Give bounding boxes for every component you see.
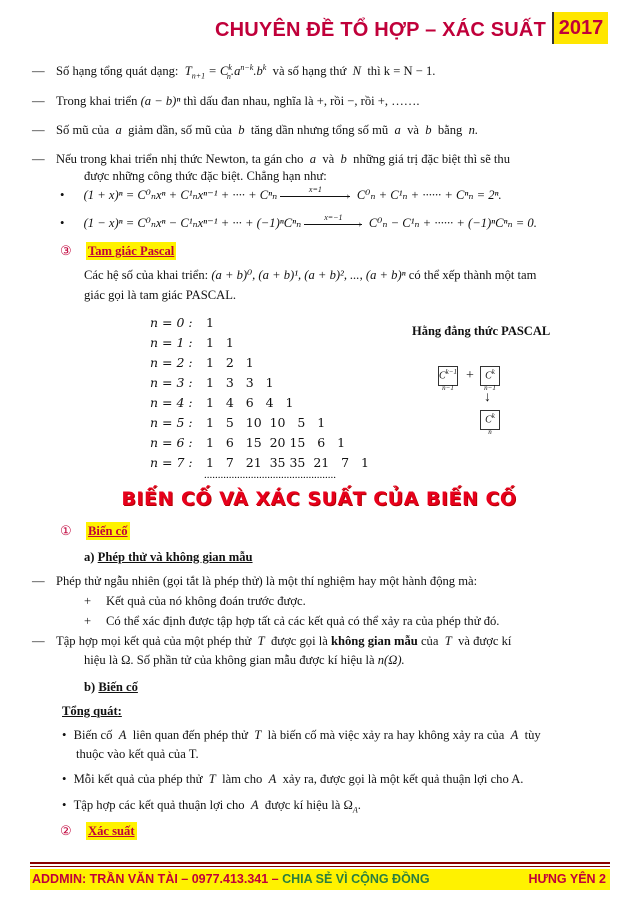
pascal-arrow-down: ↓ (484, 390, 491, 405)
document-header-title: CHUYÊN ĐỀ TỔ HỢP – XÁC SUẤT (214, 19, 546, 41)
footer-rule-thin (30, 866, 610, 867)
pascal-row: n = 5 : 1 5 10 10 5 1 (150, 415, 326, 430)
line-general-term: — Số hạng tổng quát dạng: $T_{n+1} = C^k_n.a^{n-k}.b^k$ và số hạng thứ N thì k = N − 1. (32, 63, 436, 81)
section-marker-1: ① (60, 523, 72, 538)
pascal-continuation-dots: ................................................ (204, 469, 336, 481)
line-determinable: + Có thể xác định được tập hợp tất cả các kết quả có thể xảy ra của phép thử đó. (84, 614, 500, 628)
section-title-bien-co: Biến cố (86, 522, 130, 540)
line-special-values: — Nếu trong khai triển nhị thức Newton, ta gán cho a và b những giá trị đặc biệt thì sẽ thu (32, 152, 511, 166)
line-sample-space: — Tập hợp mọi kết quả của một phép thử T được gọi là không gian mẫu của T và được kí (32, 634, 512, 648)
pascal-row: n = 3 : 1 3 3 1 (150, 375, 274, 390)
line-event-definition: • Biến cố A liên quan đến phép thử T là biến cố mà việc xảy ra hay không xảy ra của A tùy (62, 728, 541, 742)
pascal-box-ck: $C^k$ $_{n-1}$ (480, 366, 500, 386)
pascal-row: n = 4 : 1 4 6 4 1 (150, 395, 294, 410)
pascal-row: n = 6 : 1 6 15 20 15 6 1 (150, 435, 346, 450)
footer-rule (30, 862, 610, 864)
footer-motto: CHIA SẺ VÌ CỘNG ĐỒNG (282, 872, 430, 886)
line-random-trial: — Phép thử ngẫu nhiên (gọi tắt là phép thử) là một thí nghiệm hay một hành động mà: (32, 574, 478, 588)
pascal-row: n = 7 : 1 7 21 35 35 21 7 1 (150, 455, 369, 470)
footer-location: HƯNG YÊN 2 (528, 872, 606, 886)
footer-admin: ADDMIN: TRẦN VĂN TÀI – 0977.413.341 – CHIA SẺ VÌ CỘNG ĐỒNG (32, 872, 430, 886)
line-sample-space-cont: hiệu là Ω. Số phần tử của không gian mẫu được kí hiệu là n(Ω). (84, 653, 405, 667)
section-title-pascal: Tam giác Pascal (86, 242, 176, 260)
formula-alternating-binomial: • (1 − x)ⁿ = C⁰ₙxⁿ − C¹ₙxⁿ⁻¹ + ··· + (−1)ⁿCⁿₙ x=−1› C⁰ₙ − C¹ₙ + ······ + (−1)ⁿCⁿₙ = 0. (60, 213, 537, 230)
pascal-row: n = 2 : 1 2 1 (150, 355, 254, 370)
pascal-box-result: $C^k$ $_n$ (480, 410, 500, 430)
section-marker-3: ③ (60, 243, 72, 258)
line-favorable-set: • Tập hợp các kết quả thuận lợi cho A được kí hiệu là $\Omega_A$. (62, 798, 361, 815)
pascal-row: n = 0 : 1 (150, 315, 214, 330)
formula-sum-binomial: • (1 + x)ⁿ = C⁰ₙxⁿ + C¹ₙxⁿ⁻¹ + ···· + Cⁿₙ x=1› C⁰ₙ + C¹ₙ + ······ + Cⁿₙ = 2ⁿ. (60, 185, 502, 202)
section-title-xac-suat: Xác suất (86, 822, 137, 840)
pascal-box-ck-1: $C^{k-1}$ $_{n-1}$ (439, 368, 458, 393)
document-header-year: 2017 (552, 12, 608, 44)
pascal-intro-line1: Các hệ số của khai triển: (a + b)⁰, (a + b)¹, (a + b)², ..., (a + b)ⁿ có thể xếp thành một tam (84, 268, 537, 282)
section-marker-2: ② (60, 823, 72, 838)
subsection-a-title: a) Phép thử và không gian mẫu (84, 550, 253, 564)
general-heading: Tổng quát: (62, 704, 122, 718)
footer-bar (30, 869, 610, 890)
subsection-b-title: b) Biến cố (84, 680, 138, 694)
line-exponents: — Số mũ của a giảm dần, số mũ của b tăng dần nhưng tổng số mũ a và b bằng n. (32, 123, 479, 137)
pascal-plus: + (466, 368, 474, 383)
line-special-values-cont: được những công thức đặc biệt. Chẳng hạn như: (84, 169, 327, 183)
line-favorable-outcome: • Mỗi kết quả của phép thử T làm cho A xảy ra, được gọi là một kết quả thuận lợi cho A. (62, 772, 524, 786)
line-alternating-signs: — Trong khai triển (a − b)ⁿ thì dấu đan nhau, nghĩa là +, rồi −, rồi +, ……. (32, 94, 420, 108)
pascal-identity-title: Hằng đẳng thức PASCAL (412, 324, 551, 338)
line-event-definition-cont: thuộc vào kết quả của T. (76, 747, 199, 761)
pascal-row: n = 1 : 1 1 (150, 335, 234, 350)
chapter-title: BIẾN CỐ VÀ XÁC SUẤT CỦA BIẾN CỐ (121, 488, 517, 510)
pascal-intro-line2: giác gọi là tam giác PASCAL. (84, 288, 237, 302)
line-unpredictable: + Kết quả của nó không đoán trước được. (84, 594, 306, 608)
